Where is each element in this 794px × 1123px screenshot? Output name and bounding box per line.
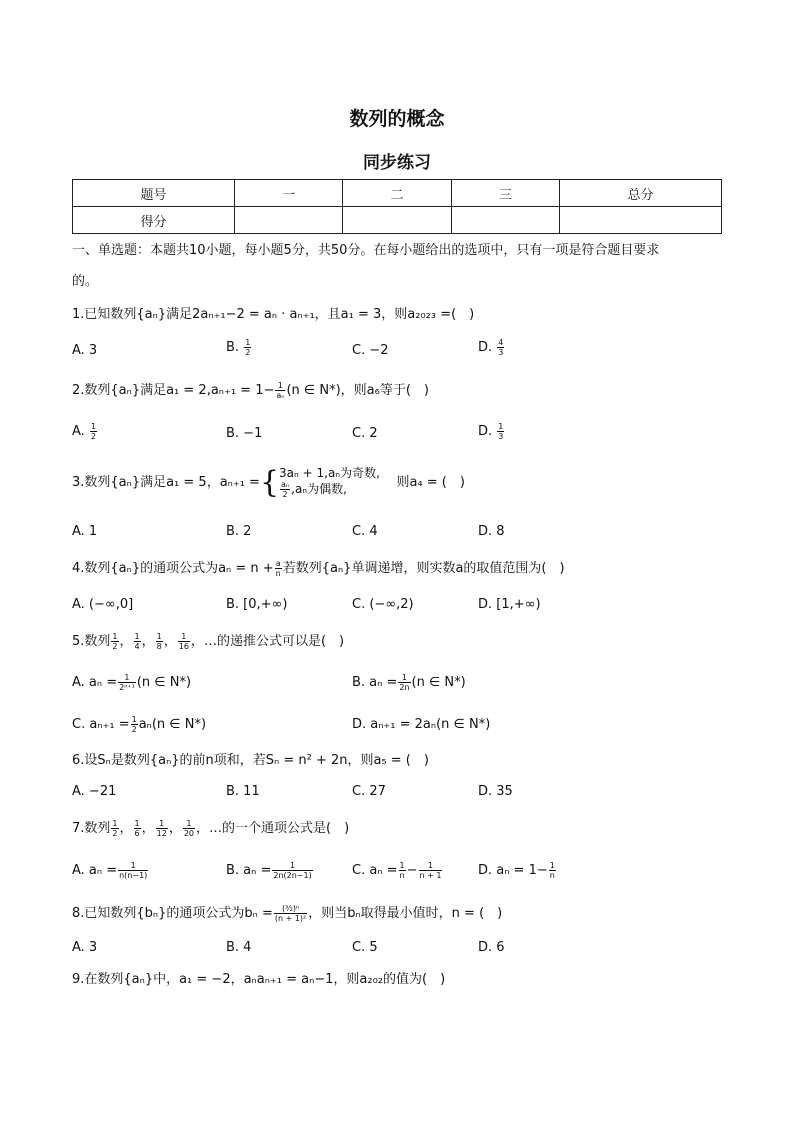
question-6: 6.设Sₙ是数列{aₙ}的前n项和，若Sₙ = n² + 2n，则a₅ = ( ) bbox=[72, 753, 429, 768]
q7-option-c: C. aₙ = $\frac{1}{n}$ − $\frac{1}{n + 1}$ bbox=[352, 861, 442, 880]
q5-option-b: B. aₙ = $\frac{1}{2n}$ (n ∈ N*) bbox=[352, 673, 466, 692]
q4-text-b: 若数列{aₙ}单调递增，则实数a的取值范围为( ) bbox=[282, 561, 565, 576]
table-cell[interactable] bbox=[451, 207, 559, 234]
section-intro: 一、单选题：本题共10小题，每小题5分，共50分。在每小题给出的选项中，只有一项是符合题目要求 bbox=[72, 243, 660, 258]
q8-option-d: D. 6 bbox=[478, 940, 505, 955]
q7-text-b: ，…的一个通项公式是( ) bbox=[196, 821, 350, 836]
q7-option-c-text: C. aₙ = bbox=[352, 863, 398, 878]
q6-option-a: A. −21 bbox=[72, 784, 117, 799]
q5-option-a-tail: (n ∈ N*) bbox=[136, 675, 192, 690]
q8-option-c: C. 5 bbox=[352, 940, 378, 955]
q7-text-a: 7.数列 bbox=[72, 821, 111, 836]
q6-option-c: C. 27 bbox=[352, 784, 386, 799]
section-intro-cont: 的。 bbox=[72, 274, 99, 289]
question-1: 1.已知数列{aₙ}满足2aₙ₊₁−2 = aₙ · aₙ₊₁，且a₁ = 3，则a₂₀₂₃ =( ) bbox=[72, 307, 475, 322]
q5-option-b-text: B. aₙ = bbox=[352, 675, 398, 690]
page-subtitle: 同步练习 bbox=[363, 153, 431, 173]
q2-option-a: A. $\frac{1}{2}$ bbox=[72, 422, 97, 441]
q5-text-a: 5.数列 bbox=[72, 634, 111, 649]
q8-option-a: A. 3 bbox=[72, 940, 98, 955]
q6-option-b: B. 11 bbox=[226, 784, 260, 799]
score-table-score-row bbox=[73, 207, 722, 234]
q2-option-d: D. $\frac{1}{3}$ bbox=[478, 422, 504, 441]
q7-option-d-text: D. aₙ = 1− bbox=[478, 863, 548, 878]
q5-option-c: C. aₙ₊₁ = $\frac{1}{2}$ aₙ(n ∈ N*) bbox=[72, 715, 207, 734]
q6-option-d: D. 35 bbox=[478, 784, 513, 799]
q8-text-b: ，则当bₙ取得最小值时，n = ( ) bbox=[308, 906, 503, 921]
q2-option-c: C. 2 bbox=[352, 426, 378, 441]
q4-option-c: C. (−∞,2) bbox=[352, 597, 414, 612]
q4-option-b: B. [0,+∞) bbox=[226, 597, 288, 612]
table-cell: 总分 bbox=[560, 180, 722, 207]
q5-text-b: …的递推公式可以是( ) bbox=[203, 634, 345, 649]
q7-option-a-text: A. aₙ = bbox=[72, 863, 118, 878]
q7-option-b: B. aₙ = $\frac{1}{2n(2n-1)}$ bbox=[226, 861, 312, 880]
q5-option-c-text: C. aₙ₊₁ = bbox=[72, 717, 130, 732]
q5-option-b-tail: (n ∈ N*) bbox=[411, 675, 466, 690]
q2-option-b: B. −1 bbox=[226, 426, 263, 441]
question-7: 7.数列 $\frac{1}{2}$ ， $\frac{1}{6}$ ， $\frac{1}{12}$ ， $\frac{1}{20}$ ，…的一个通项公式是( ) bbox=[72, 819, 350, 838]
table-cell: 三 bbox=[451, 180, 559, 207]
q7-option-b-text: B. aₙ = bbox=[226, 863, 272, 878]
q3-option-c: C. 4 bbox=[352, 524, 378, 539]
question-9: 9.在数列{aₙ}中，a₁ = −2，aₙaₙ₊₁ = aₙ−1，则a₂₀₂的值为( ) bbox=[72, 972, 446, 987]
table-cell: 题号 bbox=[73, 180, 235, 207]
q7-option-d: D. aₙ = 1− $\frac{1}{n}$ bbox=[478, 861, 555, 880]
table-cell[interactable] bbox=[343, 207, 451, 234]
question-2: 2.数列{aₙ}满足a₁ = 2,aₙ₊₁ = 1− $\frac{1}{\text{aₙ}}$ (n ∈ N*)，则a₆等于( ) bbox=[72, 381, 429, 400]
q3-case-2: ,aₙ为偶数, bbox=[291, 482, 347, 496]
q3-option-b: B. 2 bbox=[226, 524, 252, 539]
q1-option-a: A. 3 bbox=[72, 343, 98, 358]
q3-text-a: 3.数列{aₙ}满足a₁ = 5，aₙ₊₁ = bbox=[72, 475, 260, 490]
question-4: 4.数列{aₙ}的通项公式为aₙ = n + $\frac{a}{n}$ 若数列{aₙ}单调递增，则实数a的取值范围为( ) bbox=[72, 559, 565, 578]
table-cell: 得分 bbox=[73, 207, 235, 234]
q4-option-d: D. [1,+∞) bbox=[478, 597, 541, 612]
score-table bbox=[72, 179, 722, 234]
q1-option-b: B. $\frac{1}{2}$ bbox=[226, 338, 251, 357]
q3-text-b: 则a₄ = ( ) bbox=[396, 475, 465, 490]
question-8: 8.已知数列{bₙ}的通项公式为bₙ = $\frac{\text{(³⁄₂)ⁿ}}{\text{(n + 1)²}}$ ，则当bₙ取得最小值时，n = ( ) bbox=[72, 904, 503, 923]
q3-option-a: A. 1 bbox=[72, 524, 98, 539]
q5-option-d: D. aₙ₊₁ = 2aₙ(n ∈ N*) bbox=[352, 717, 491, 732]
q7-option-a: A. aₙ = $\frac{1}{n(n-1)}$ bbox=[72, 861, 148, 880]
q8-option-b: B. 4 bbox=[226, 940, 252, 955]
q2-text-b: (n ∈ N*)，则a₆等于( ) bbox=[286, 383, 429, 398]
q4-text-a: 4.数列{aₙ}的通项公式为aₙ = n + bbox=[72, 561, 274, 576]
q1-option-d: D. $\frac{4}{3}$ bbox=[478, 338, 504, 357]
q5-option-a-text: A. aₙ = bbox=[72, 675, 118, 690]
q5-option-a: A. aₙ = $\frac{1}{\text{2ⁿ⁺¹}}$ (n ∈ N*) bbox=[72, 673, 192, 692]
score-table-header-row bbox=[73, 180, 722, 207]
table-cell[interactable] bbox=[560, 207, 722, 234]
question-3: 3.数列{aₙ}满足a₁ = 5，aₙ₊₁ ={ 3aₙ + 1,aₙ为奇数, $\frac{\text{aₙ}}{2}$ ,aₙ为偶数, 则a₄ = ( ) bbox=[72, 464, 465, 500]
page-title: 数列的概念 bbox=[349, 108, 445, 130]
q1-option-c: C. −2 bbox=[352, 343, 389, 358]
table-cell[interactable] bbox=[234, 207, 342, 234]
q4-option-a: A. (−∞,0] bbox=[72, 597, 134, 612]
table-cell: 一 bbox=[234, 180, 342, 207]
q8-text-a: 8.已知数列{bₙ}的通项公式为bₙ = bbox=[72, 906, 273, 921]
q3-option-d: D. 8 bbox=[478, 524, 505, 539]
table-cell: 二 bbox=[343, 180, 451, 207]
q2-text-a: 2.数列{aₙ}满足a₁ = 2,aₙ₊₁ = 1− bbox=[72, 383, 275, 398]
q3-case-1: 3aₙ + 1,aₙ为奇数, bbox=[279, 466, 380, 480]
question-5: 5.数列 $\frac{1}{2}$ ， $\frac{1}{4}$ ， $\frac{1}{8}$ ， $\frac{1}{16}$ ，…的递推公式可以是( ) bbox=[72, 632, 345, 651]
q5-option-c-tail: aₙ(n ∈ N*) bbox=[138, 717, 207, 732]
